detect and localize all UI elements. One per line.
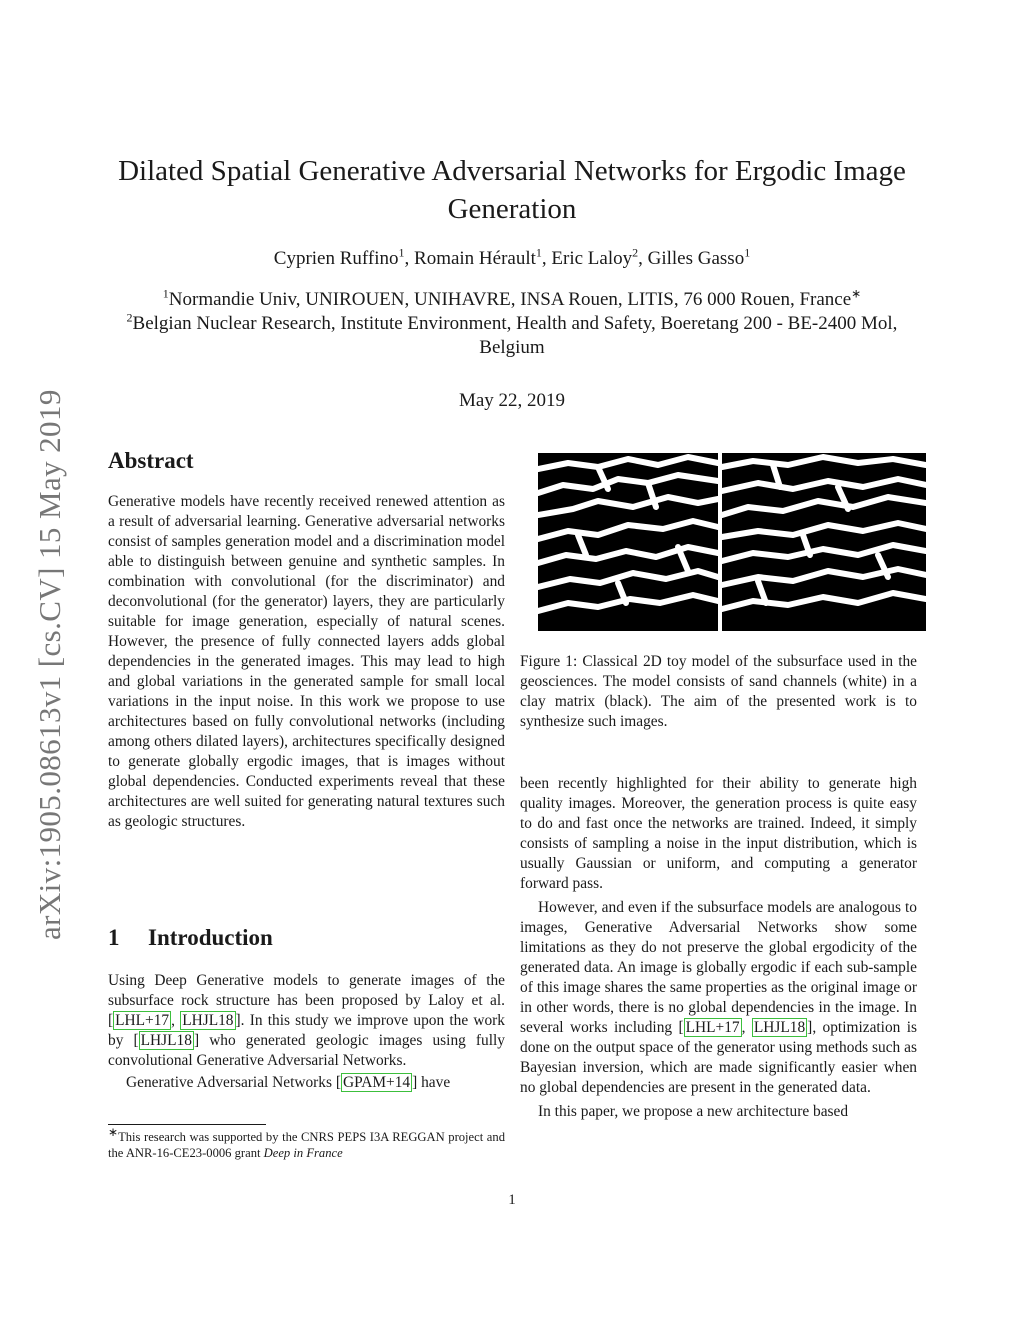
intro-paragraph-4: However, and even if the subsurface models are analogous to images, Generative Adversarial Networks show some limitations as they do not preserve the global ergodicity of the generated data. An image is globally ergodic if each sub-sample of this image shares the same properties as the original image or in other words, there is no global dependencies in the image. In several works including [ LHL+17 , LHJL18 ], optimization is done on the output space of the generator using methods such as Bayesian inversion, which are made significantly easier when no global dependencies are present in the generated data. xyxy=(520,899,917,1096)
intro-right-column xyxy=(520,774,917,1122)
text-run: Generative Adversarial Networks xyxy=(126,1074,336,1091)
footnote xyxy=(108,1124,505,1161)
footnote-mark: ∗ xyxy=(108,1124,119,1139)
channel-panel-left xyxy=(538,453,718,631)
citation-link[interactable]: LHJL18 xyxy=(753,1019,806,1036)
section-number: 1 xyxy=(108,925,120,950)
channel-panel-right xyxy=(722,453,926,631)
citation-link[interactable]: LHJL18 xyxy=(182,1012,234,1029)
figure-1-caption: Figure 1: Classical 2D toy model of the subsurface used in the geosciences. The model consists of sand channels (white) in a clay matrix (black). The aim of the presented work is to synthesize such images. xyxy=(520,653,917,730)
intro-paragraph-1: Using Deep Generative models to generate images of the subsurface rock structure has been proposed by Laloy et al. [ LHL+17 , LHJL18 ]. In this study we improve upon the work by [ LHJL18 ] who generated geologic images using fully convolutional Generative Adversarial Networks. xyxy=(108,972,505,1069)
text-run: , optimization is done on the output space of the generator using methods such as Bayesian inversion, which are made significantly easier when no global dependencies are present in the generated data. xyxy=(520,1019,917,1096)
text-run: However, and even if the subsurface models are analogous to images, Generative Adversarial Networks show some limitations as they do not preserve the global ergodicity of the generated data. An image is globally ergodic if each sub-sample of this image shares the same properties as the original image or in other words, there is no global dependencies in the image. In several works including xyxy=(520,899,917,1036)
affil-mark: 2 xyxy=(632,245,639,260)
intro-left-column xyxy=(108,971,505,1093)
author-list xyxy=(100,245,924,270)
abstract-text: Generative models have recently received renewed attention as a result of adversarial learning. Generative adversarial networks consist of samples generation model and a discrimination model able to distinguish between genuine and synthetic samples. In combination with convolutional (for the discriminator) and deconvolutional (for the generator) layers, they are particularly suitable for image generation, especially of natural scenes. However, the presence of fully connected layers adds global dependencies in the generated images. This may lead to high and global variations in the generated sample for small local variations in the input noise. In this work we propose to use architectures based on fully convolutional networks (including among others dilated layers), architectures specifically designed to generate globally ergodic images, that is images without global dependencies. Conducted experiments reveal that these architectures are well suited for generating natural textures such as geologic structures. xyxy=(108,493,505,830)
affiliation-1 xyxy=(100,288,924,312)
affil-mark: 1 xyxy=(398,245,405,260)
separator: , xyxy=(541,248,552,269)
section-title: Introduction xyxy=(148,925,273,950)
separator: , xyxy=(638,248,648,269)
text-run: . In this study we improve upon the work by xyxy=(108,1012,505,1049)
affil-mark: 1 xyxy=(535,245,542,260)
arxiv-stamp: arXiv:1905.08613v1 [cs.CV] 15 May 2019 xyxy=(32,389,67,940)
intro-paragraph-5: In this paper, we propose a new architecture based xyxy=(538,1103,849,1120)
paper-date: May 22, 2019 xyxy=(458,390,566,411)
page-number: 1 xyxy=(508,1192,516,1208)
text-run: have xyxy=(417,1074,451,1091)
author-name: Eric Laloy xyxy=(551,248,633,269)
text-run: Using Deep Generative models to generate images of the subsurface rock structure has been proposed by Laloy et al. xyxy=(108,972,505,1009)
paper-title: Dilated Spatial Generative Adversarial Networks for Ergodic Image Generation xyxy=(118,155,906,225)
affiliation-text: Normandie Univ, UNIROUEN, UNIHAVRE, INSA Rouen, LITIS, 76 000 Rouen, France xyxy=(168,289,852,310)
author-name: Gilles Gasso xyxy=(647,248,745,269)
affil-mark: 1 xyxy=(162,286,169,301)
footnote-mark: ∗ xyxy=(851,286,862,301)
affil-mark: 1 xyxy=(744,245,751,260)
author-name: Romain Hérault xyxy=(414,248,536,269)
intro-paragraph-2: Generative Adversarial Networks [ GPAM+14 ] have xyxy=(126,1074,451,1091)
affiliation-2 xyxy=(100,312,924,360)
footnote-rule xyxy=(108,1124,266,1125)
citation-link[interactable]: GPAM+14 xyxy=(342,1074,411,1091)
abstract-body xyxy=(108,492,505,832)
citation-link[interactable]: LHL+17 xyxy=(115,1012,170,1029)
affiliations xyxy=(100,288,924,360)
figure-1-image xyxy=(538,453,926,631)
intro-heading xyxy=(108,925,273,951)
citation-link[interactable]: LHJL18 xyxy=(140,1032,192,1049)
abstract-heading: Abstract xyxy=(108,448,194,473)
text-run: who generated geologic images using fully convolutional Generative Adversarial Networks. xyxy=(108,1032,505,1069)
author-name: Cyprien Ruffino xyxy=(273,248,399,269)
footnote-italic: Deep in France xyxy=(263,1146,343,1160)
footnote-text: This research was supported by the CNRS PEPS I3A REGGAN project and the ANR-16-CE23-0006 grant xyxy=(108,1130,505,1160)
affil-mark: 2 xyxy=(126,310,133,325)
intro-paragraph-3: been recently highlighted for their ability to generate high quality images. Moreover, the generation process is quite easy to do and fast once the networks are trained. Indeed, it simply consists of sampling a noise in the input distribution, which is usually Gaussian or uniform, and computing a generator forward pass. xyxy=(520,775,917,892)
affiliation-text: Belgian Nuclear Research, Institute Environment, Health and Safety, Boeretang 200 - BE-2400 Mol, Belgium xyxy=(132,313,898,358)
separator: , xyxy=(404,248,415,269)
citation-link[interactable]: LHL+17 xyxy=(685,1019,740,1036)
